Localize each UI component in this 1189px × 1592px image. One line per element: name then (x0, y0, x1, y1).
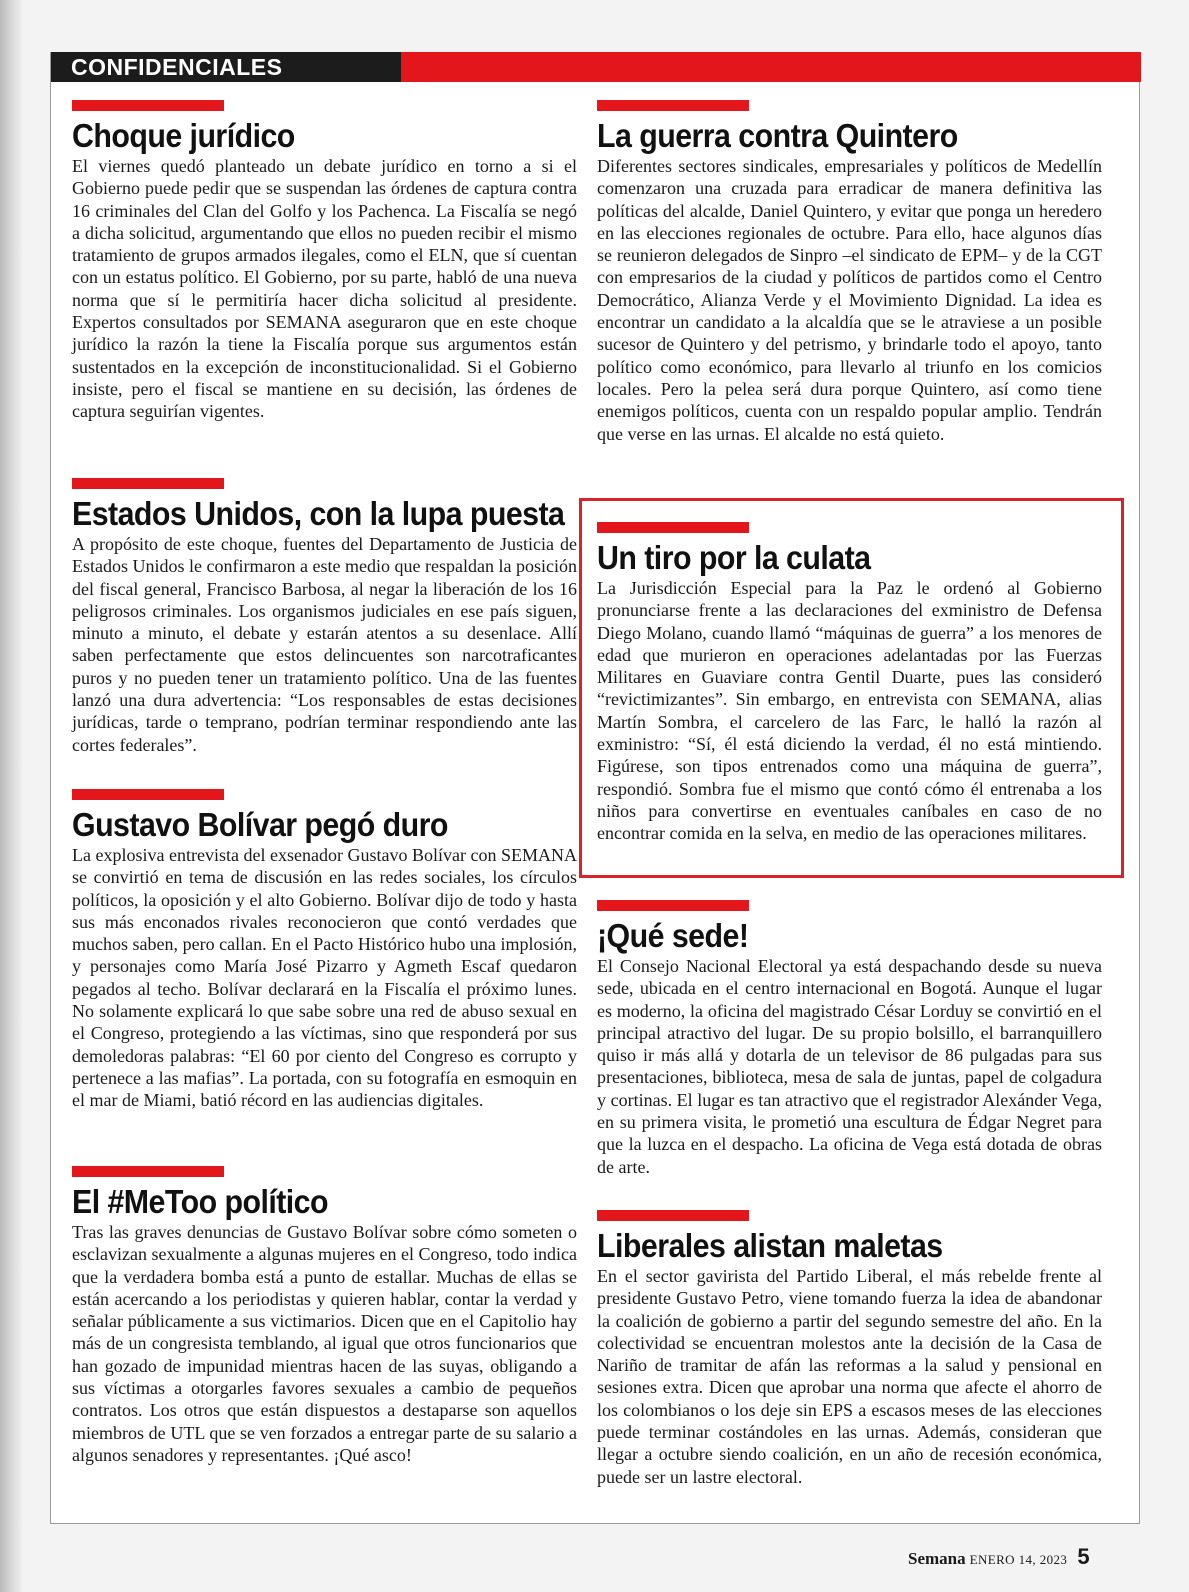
article-body: El Consejo Nacional Electoral ya está despachando desde su nueva sede, ubicada en el centro internacional en Bogotá. Aunque el lugar es moderno, la oficina del magistrado César Lorduy se convirtió en el principal atractivo del lugar. De su propio bolsillo, el barranquillero quiso ir más allá y dotarla de un televisor de 86 pulgadas para sus presentaciones, biblioteca, mesa de sala de juntas, papel de colgadura y cortinas. El lugar es tan atractivo que el registrador Alexánder Vega, en su primera visita, le prometió una escultura de Édgar Negret para que la luzca en el despacho. La oficina de Vega está dotada de obras de arte. (597, 956, 1102, 1177)
article-gustavo-bolivar (72, 789, 577, 1112)
article-liberales-maletas (597, 1210, 1102, 1488)
article-body: La Jurisdicción Especial para la Paz le ordenó al Gobierno pronunciarse frente a las declaraciones del exministro de Defensa Diego Molano, cuando llamó “máquinas de guerra” a los menores de edad que murieron en operaciones adelantadas por las Fuerzas Militares en Guaviare contra Gentil Duarte, pues las consideró “revictimizantes”. Sin embargo, en entrevista con SEMANA, alias Martín Sombra, el carcelero de las Farc, le halló la razón al exministro: “Sí, él está diciendo la verdad, él no está mintiendo. Figúrese, son tipos entrenados como una máquina de guerra”, respondió. Sombra fue el mismo que contó cómo él entrenaba a los niños para convertirse en eventuales caníbales en caso de no encontrar comida en la selva, en medio de las operaciones militares. (597, 578, 1102, 844)
issue-date: ENERO 14, 2023 (969, 1552, 1068, 1567)
article-accent-bar (72, 1166, 224, 1177)
section-header-red-band (401, 52, 1141, 82)
article-body: Tras las graves denuncias de Gustavo Bolívar sobre cómo someten o esclavizan sexualmente a algunas mujeres en el Congreso, todo indica que la verdadera bomba está a punto de estallar. Muchas de ellas se están acercando a los periodistas y quieren hablar, contar la verdad y señalar públicamente a sus victimarios. Dicen que en el Capitolio hay más de un congresista temblando, al igual que otros funcionarios que han gozado de impunidad mientras hacen de las suyas, obligando a sus víctimas a otorgarles favores sexuales a cambio de pequeños contratos. Los otros que están dispuestos a destaparse son aquellos miembros de UTL que se ven forzados a entregar parte de su salario a algunos senadores y representantes. ¡Qué asco! (72, 1222, 577, 1465)
page-spine-shadow (0, 0, 22, 1592)
article-title: Gustavo Bolívar pegó duro (72, 806, 448, 843)
article-body: Diferentes sectores sindicales, empresariales y políticos de Medellín comenzaron una cruzada para erradicar de manera definitiva las políticas del alcalde, Daniel Quintero, y evitar que ponga un heredero en las elecciones regionales de octubre. Para ello, hace algunos días se reunieron delegados de Sinpro –el sindicato de EPM– y de la CGT con empresarios de la ciudad y políticos de partidos como el Centro Democrático, Alianza Verde y el Movimiento Dignidad. La idea es encontrar un candidato a la alcaldía que se le atraviese a un posible sucesor de Quintero y del petrismo, y brindarle todo el apoyo, tanto político como económico, para llevarlo al triunfo en los comicios locales. Pero la pelea será dura porque Quintero, así como tiene enemigos políticos, cuenta con un respaldo popular amplio. Tendrán que verse en las urnas. El alcalde no está quieto. (597, 156, 1102, 444)
section-header (51, 52, 1141, 82)
article-accent-bar (72, 478, 224, 489)
magazine-name: Semana (908, 1549, 966, 1568)
article-accent-bar (597, 900, 749, 911)
section-title: CONFIDENCIALES (71, 54, 283, 80)
article-tiro-por-la-culata (597, 522, 1102, 845)
article-body: El viernes quedó planteado un debate jurídico en torno a si el Gobierno puede pedir que se suspendan las órdenes de captura contra 16 criminales del Clan del Golfo y los Pachenca. La Fiscalía se negó a dicha solicitud, argumentando que ellos no pueden recibir el mismo tratamiento de grupos armados ilegales, como el ELN, que sí cuentan con un estatus político. El Gobierno, por su parte, habló de una nueva norma que sí le permitiría hacer dicha solicitud al presidente. Expertos consultados por SEMANA aseguraron que en este choque jurídico la razón la tiene la Fiscalía porque sus argumentos están sustentados en la excepción de inconstitucionalidad. Si el Gobierno insiste, pero el fiscal se mantiene en su decisión, las órdenes de captura seguirían vigentes. (72, 156, 577, 422)
page-number: 5 (1077, 1544, 1090, 1569)
article-accent-bar (597, 100, 749, 111)
article-title: Un tiro por la culata (597, 539, 871, 576)
article-title: ¡Qué sede! (597, 917, 749, 954)
article-choque-juridico (72, 100, 577, 423)
article-title: La guerra contra Quintero (597, 117, 958, 154)
article-body: A propósito de este choque, fuentes del Departamento de Justicia de Estados Unidos le confirmaron a este medio que respaldan la posición del fiscal general, Francisco Barbosa, al negar la liberación de los 16 peligrosos criminales. Los organismos judiciales en ese país siguen, minuto a minuto, el debate y estarán atentos a su desenlace. Allí saben perfectamente que estos delincuentes son narcotraficantes puros y no pueden tener un tratamiento político. Una de las fuentes lanzó una dura advertencia: “Los responsables de estas decisiones jurídicas, tarde o temprano, podrían terminar respondiendo ante las cortes federales”. (72, 534, 577, 755)
article-title: Estados Unidos, con la lupa puesta (72, 495, 565, 532)
article-estados-unidos (72, 478, 577, 756)
article-accent-bar (72, 789, 224, 800)
article-guerra-quintero (597, 100, 1102, 445)
article-accent-bar (597, 1210, 749, 1221)
article-accent-bar (72, 100, 224, 111)
article-accent-bar (597, 522, 749, 533)
article-title: El #MeToo político (72, 1183, 329, 1220)
page-footer (908, 1544, 1090, 1570)
article-title: Choque jurídico (72, 117, 295, 154)
article-title: Liberales alistan maletas (597, 1227, 943, 1264)
article-body: La explosiva entrevista del exsenador Gustavo Bolívar con SEMANA se convirtió en tema de discusión en las redes sociales, los círculos políticos, la oposición y el alto Gobierno. Bolívar dijo de todo y hasta sus más enconados rivales reconocieron que contó verdades que muchos saben, pero callan. En el Pacto Histórico hubo una implosión, y personajes como María José Pizarro y Agmeth Escaf quedaron pegados al techo. Bolívar declarará en la Fiscalía el próximo lunes. No solamente explicará lo que sabe sobre una red de abuso sexual en el Congreso, protegiendo a las víctimas, sino que responderá por sus demoledoras palabras: “El 60 por ciento del Congreso es corrupto y pertenece a las mafias”. La portada, con su fotografía en esmoquin en el mar de Miami, batió récord en las audiencias digitales. (72, 845, 577, 1111)
article-body: En el sector gavirista del Partido Liberal, el más rebelde frente al presidente Gustavo Petro, viene tomando fuerza la idea de abandonar la coalición de gobierno a partir del segundo semestre del año. En la colectividad se encuentran molestos ante la decisión de la Casa de Nariño de tramitar de afán las reformas a la salud y pensional en sesiones extra. Dicen que aprobar una norma que afecte el ahorro de los colombianos o los deje sin EPS a escasos meses de las elecciones puede terminar costándoles en las urnas. Además, consideran que llegar a octubre siendo coalición, en un año de recesión económica, puede ser un lastre electoral. (597, 1266, 1102, 1487)
article-que-sede (597, 900, 1102, 1178)
magazine-page (50, 52, 1140, 1524)
article-metoo-politico (72, 1166, 577, 1466)
